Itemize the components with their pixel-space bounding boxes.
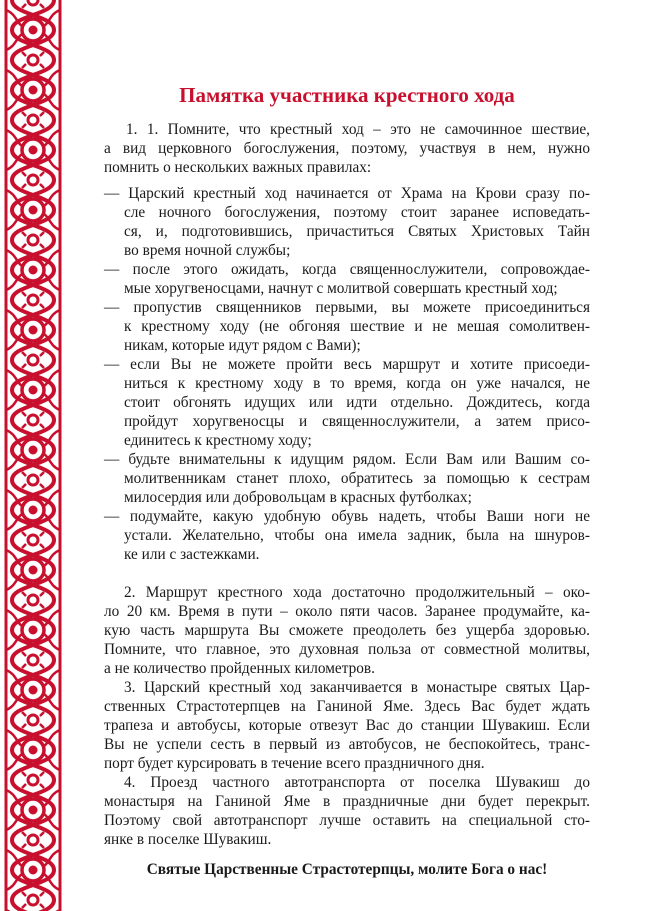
list-item-line: — Царский крестный ход начинается от Храма на Крови сразу по- <box>104 185 590 202</box>
list-item-line: — подумайте, какую удобную обувь надеть, чтобы Ваши ноги не <box>104 508 590 525</box>
paragraph-1-line: а вид церковного богослужения, поэтому, участвуя в нем, нужно <box>104 140 590 157</box>
list-item-line: — пропустив священников первыми, вы можете присоединиться <box>104 299 590 316</box>
paragraph-2-line: Помните, что главное, это духовная польза от совместной молитвы, <box>104 641 590 658</box>
paragraph-2-line: а не количество пройденных километров. <box>104 660 375 677</box>
paragraph-2-line: ло 20 км. Время в пути – около пяти часов. Заранее продумайте, ка- <box>104 603 590 620</box>
paragraph-2-line: кую часть маршрута Вы сможете преодолеть без ущерба здоровью. <box>104 622 590 639</box>
list-item-line: пройдут хоругвеносцы и священнослужители, а затем присо- <box>124 413 590 430</box>
list-item-line: единитесь к крестному ходу; <box>124 432 312 449</box>
list-item-line: ся, и, подготовившись, причаститься Святых Христовых Тайн <box>124 223 590 240</box>
list-item-line: стоит обгонять идущих или идти отдельно. Дождитесь, когда <box>124 394 590 411</box>
list-item-line: — если Вы не можете пройти весь маршрут и хотите присоеди- <box>104 356 590 373</box>
list-item-line: молитвенникам станет плохо, обратитесь за помощью к сестрам <box>124 470 590 487</box>
paragraph-4-line: Поэтому свой автотранспорт лучше оставить на специальной сто- <box>104 812 590 829</box>
paragraph-3-line: ственных Страстотерпцев на Ганиной Яме. Здесь Вас будет ждать <box>104 698 590 715</box>
paragraph-1-line: помнить о нескольких важных правилах: <box>104 159 372 176</box>
list-item-line: мые хоругвеносцами, начнут с молитвой совершать крестный ход; <box>124 280 558 297</box>
paragraph-3-line: Вы не успели сесть в первый из автобусов, не беспокойтесь, транс- <box>104 736 590 753</box>
list-item-line: никам, которые идут рядом с Вами); <box>124 337 361 354</box>
list-item-line: к крестному ходу (не обгоняя шествие и не мешая сомолитвен- <box>124 318 590 335</box>
paragraph-2-line: 2. Маршрут крестного хода достаточно продолжительный – око- <box>124 584 590 601</box>
paragraph-4-line: янке в поселке Шувакиш. <box>104 831 272 848</box>
list-item-line: сле ночного богослужения, поэтому стоит заранее исповедать- <box>124 204 590 221</box>
paragraph-1-line: 1. 1. Помните, что крестный ход – это не самочинное шествие, <box>126 121 590 138</box>
list-item-line: — будьте внимательны к идущим рядом. Если Вам или Вашим со- <box>104 451 590 468</box>
list-item-line: — после этого ожидать, когда священнослужители, сопровождае- <box>104 261 590 278</box>
page-title: Памятка участника крестного хода <box>179 83 515 107</box>
list-item-line: устали. Желательно, чтобы она имела задник, была на шнуров- <box>124 527 590 544</box>
paragraph-4-line: 4. Проезд частного автотранспорта от поселка Шувакиш до <box>124 774 590 791</box>
ornament-border <box>0 0 66 911</box>
paragraph-3-line: трапеза и автобусы, которые отвезут Вас до станции Шувакиш. Если <box>104 717 590 734</box>
paragraph-3-line: порт будет курсировать в течение всего праздничного дня. <box>104 755 485 772</box>
paragraph-3-line: 3. Царский крестный ход заканчивается в монастыре святых Цар- <box>124 679 590 696</box>
closing-prayer: Святые Царственные Страстотерпцы, молите Бога о нас! <box>146 861 548 878</box>
list-item-line: милосердия или добровольцам в красных футболках; <box>124 489 472 506</box>
paragraph-4-line: монастыря на Ганиной Яме в праздничные дни будет перекрыт. <box>104 793 590 810</box>
list-item-line: во время ночной службы; <box>124 242 291 259</box>
list-item-line: ке или с застежками. <box>124 546 260 563</box>
list-item-line: ниться к крестному ходу в то время, когда он уже начался, не <box>124 375 590 392</box>
